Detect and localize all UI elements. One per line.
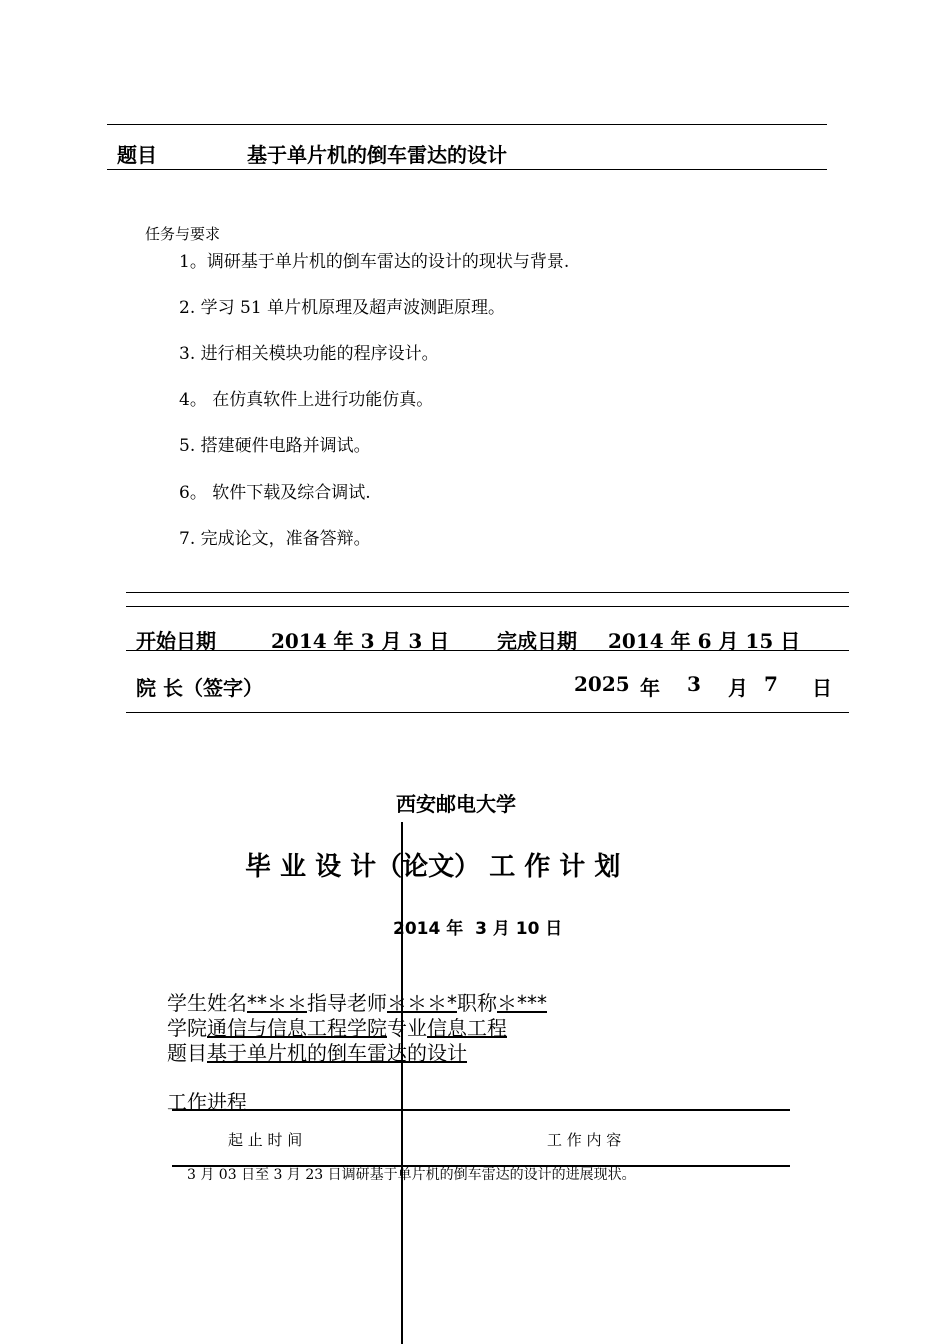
advisor-label: 指导老师 — [307, 991, 387, 1015]
plan-title: 毕 业 设 计（论文） 工 作 计 划 — [245, 852, 621, 882]
start-date-value: 2014 年 3 月 3 日 — [271, 629, 450, 653]
topic-top-rule — [107, 124, 827, 125]
plan-date: 2014 年 3 月 10 日 — [393, 919, 563, 939]
dean-day-unit: 日 — [812, 676, 832, 700]
progress-heading: 工作进程 — [167, 1090, 247, 1114]
task-item-7: 7. 完成论文，准备答辩。 — [179, 529, 371, 549]
advisor-value: ＊＊＊* — [387, 991, 457, 1015]
dates-rule-3 — [126, 650, 849, 651]
task-item-2: 2. 学习 51 单片机原理及超声波测距原理。 — [179, 298, 506, 318]
college-label: 学院 — [167, 1016, 207, 1040]
vertical-rule — [401, 822, 403, 1344]
tasks-heading: 任务与要求 — [145, 225, 221, 243]
dean-signature-label: 院 长（签字） — [136, 676, 263, 700]
university-name: 西安邮电大学 — [396, 792, 516, 816]
task-item-3: 3. 进行相关模块功能的程序设计。 — [179, 344, 439, 364]
topic-label: 题目 — [117, 143, 157, 167]
progress-table-top-rule — [172, 1109, 790, 1111]
dean-day: 7 — [764, 672, 778, 696]
task-item-6: 6。 软件下载及综合调试. — [179, 483, 371, 503]
task-item-5: 5. 搭建硬件电路并调试。 — [179, 436, 371, 456]
student-value: **＊＊ — [247, 991, 307, 1015]
major-value: 信息工程 — [427, 1016, 507, 1040]
dates-rule-2 — [126, 606, 849, 607]
dean-year: 2025 — [574, 672, 630, 696]
dates-rule-1 — [126, 592, 849, 593]
dates-rule-4 — [126, 712, 849, 713]
dean-year-unit: 年 — [640, 676, 660, 700]
plan-topic-label: 题目 — [167, 1041, 207, 1065]
end-date-value: 2014 年 6 月 15 日 — [608, 629, 801, 653]
rank-value: ＊*** — [497, 991, 547, 1015]
progress-row-1: 3 月 03 日至 3 月 23 日调研基于单片机的倒车雷达的设计的进展现状。 — [187, 1167, 636, 1183]
major-label: 专业 — [387, 1016, 427, 1040]
start-date-label: 开始日期 — [136, 629, 216, 653]
plan-topic-line — [167, 1037, 467, 1066]
col-header-period: 起 止 时 间 — [228, 1131, 303, 1149]
task-item-1: 1。调研基于单片机的倒车雷达的设计的现状与背景. — [179, 252, 570, 272]
plan-topic-value: 基于单片机的倒车雷达的设计 — [207, 1041, 467, 1065]
dean-month: 3 — [687, 672, 701, 696]
student-label: 学生姓名 — [167, 991, 247, 1015]
rank-label: 职称 — [457, 991, 497, 1015]
task-item-4: 4。 在仿真软件上进行功能仿真。 — [179, 390, 434, 410]
end-date-label: 完成日期 — [497, 629, 577, 653]
dean-month-unit: 月 — [728, 676, 748, 700]
college-value: 通信与信息工程学院 — [207, 1016, 387, 1040]
col-header-content: 工 作 内 容 — [547, 1131, 622, 1149]
topic-bottom-rule — [107, 169, 827, 170]
topic-title: 基于单片机的倒车雷达的设计 — [247, 143, 507, 167]
